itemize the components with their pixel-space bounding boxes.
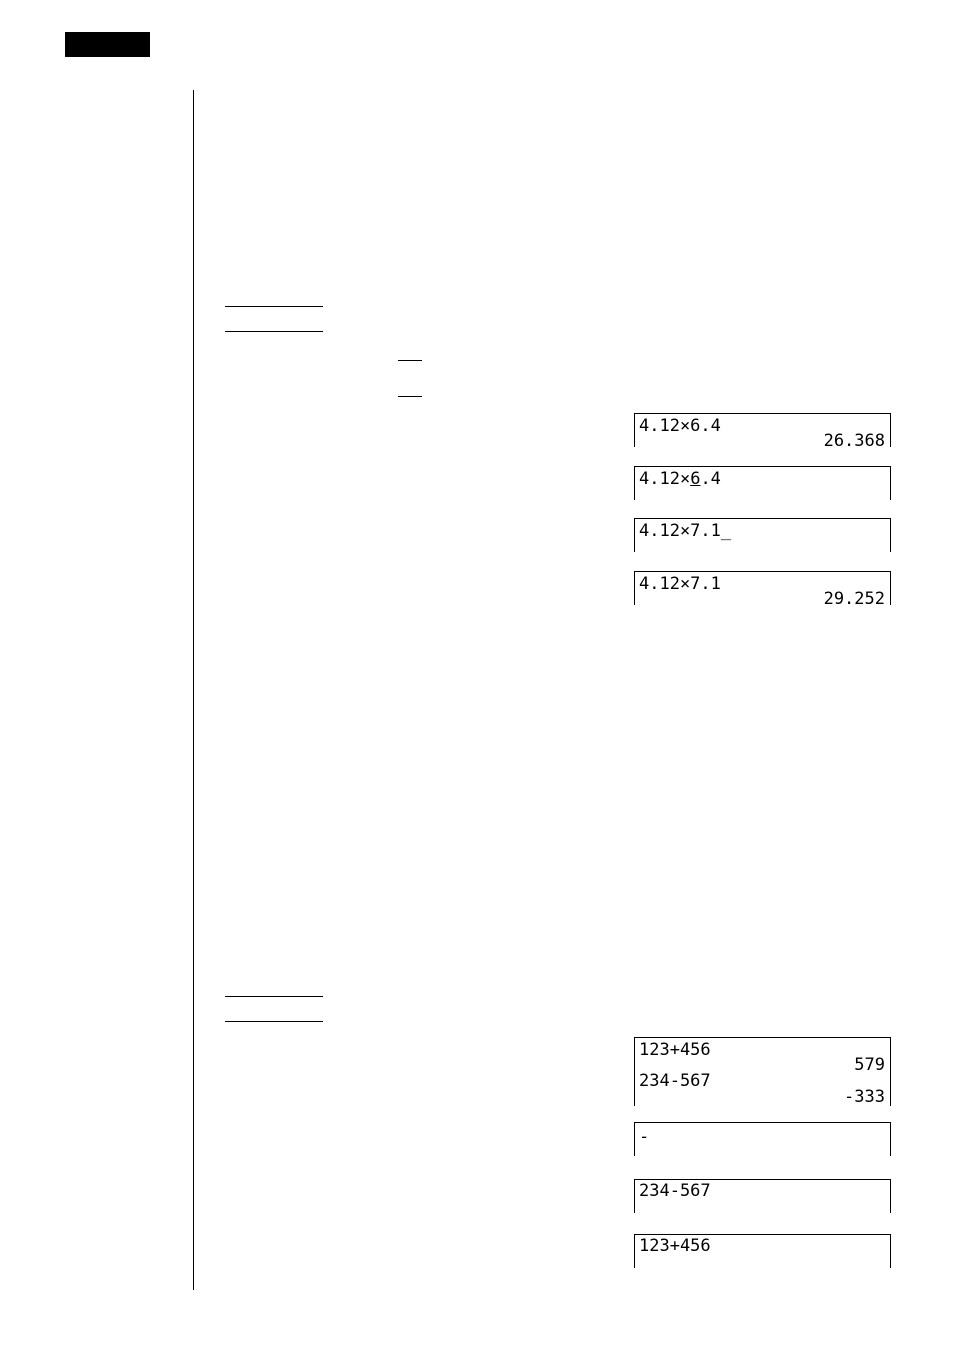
screen-expression: 123+456 xyxy=(639,1236,711,1256)
calculator-screen xyxy=(634,571,891,609)
example-rule xyxy=(225,1021,323,1022)
example-rule xyxy=(225,331,323,332)
calculator-screen xyxy=(634,1122,891,1156)
margin-rule xyxy=(193,90,194,1290)
screen-expression: 4.12×7.1_ xyxy=(639,521,732,541)
screen-result: 29.252 xyxy=(823,589,885,609)
screen-expression: 4.12×6.4 xyxy=(639,416,721,436)
screen-expression: 234-567 xyxy=(639,1071,711,1091)
calculator-screen xyxy=(634,1037,891,1106)
expression-part: .4 xyxy=(700,469,721,489)
screen-result: 26.368 xyxy=(823,431,885,451)
expression-part: 4.12× xyxy=(639,469,691,489)
screen-expression xyxy=(639,471,721,487)
calculator-screen xyxy=(634,413,891,451)
calculator-screen xyxy=(634,466,891,500)
screen-result: 579 xyxy=(854,1055,885,1075)
screen-expression: 4.12×7.1 xyxy=(639,574,721,594)
cursor-character: 6 xyxy=(690,469,701,489)
screen-expression: - xyxy=(639,1127,650,1147)
page-tab-marker xyxy=(65,32,150,57)
key-rule xyxy=(398,360,422,361)
calculator-screen xyxy=(634,1234,891,1268)
screen-expression: 234-567 xyxy=(639,1181,711,1201)
example-rule xyxy=(225,306,323,307)
calculator-screen xyxy=(634,1179,891,1213)
calculator-screen xyxy=(634,518,891,552)
screen-result: -333 xyxy=(844,1087,885,1107)
key-rule xyxy=(398,396,422,397)
example-rule xyxy=(225,996,323,997)
screen-expression: 123+456 xyxy=(639,1040,711,1060)
